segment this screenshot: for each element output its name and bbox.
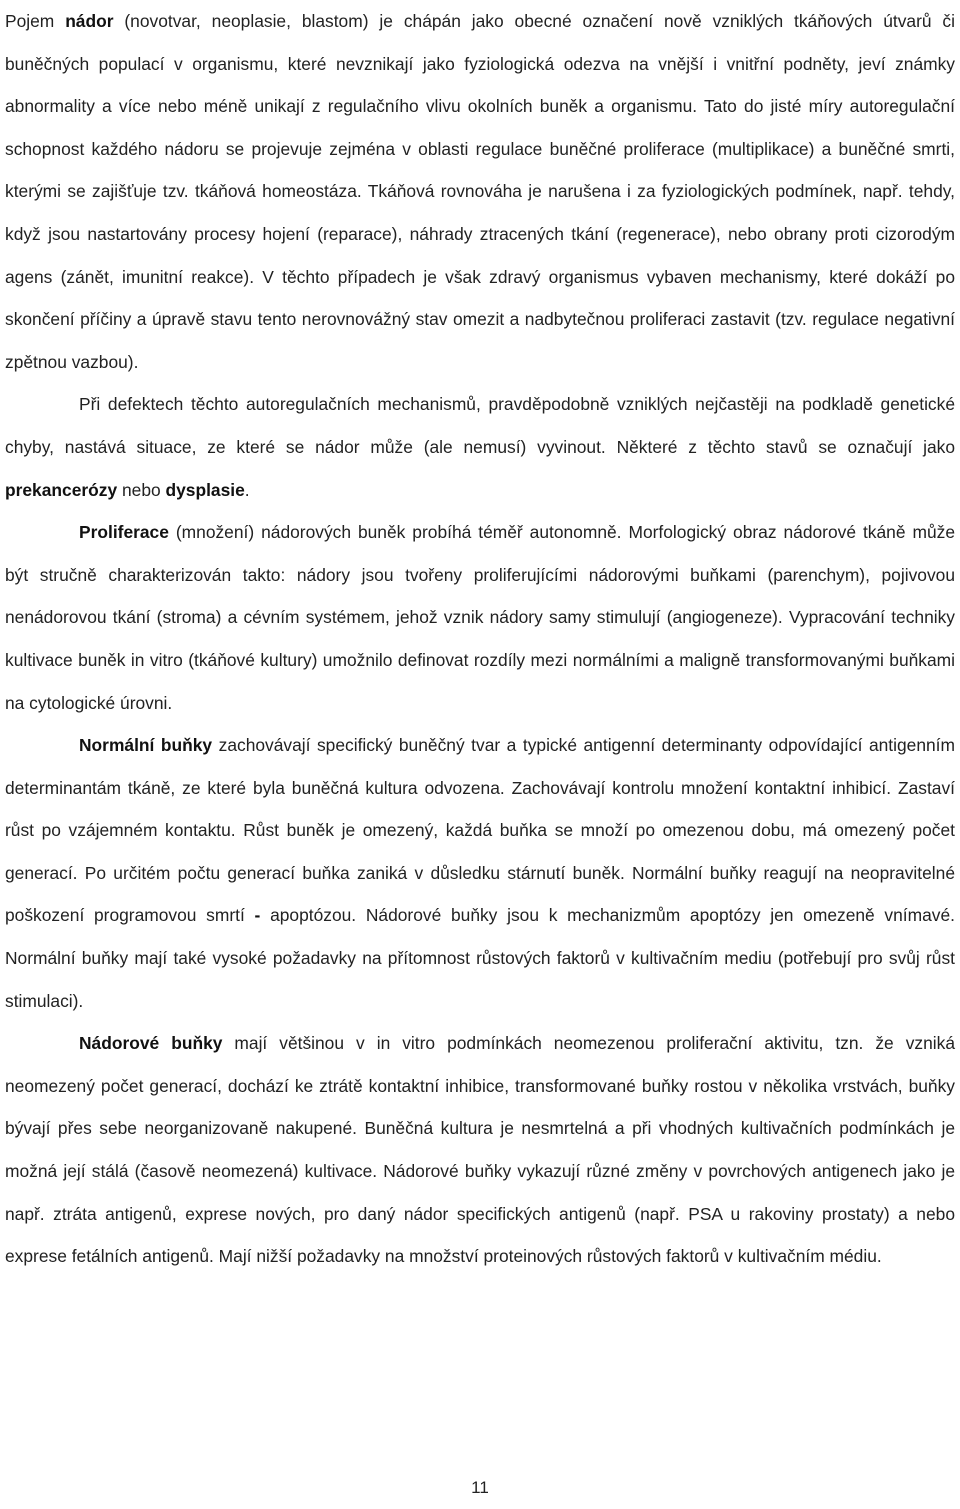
term-nador: nádor xyxy=(65,11,114,31)
text-segment: . xyxy=(244,479,250,500)
text-segment: apoptózou. Nádorové buňky jsou k mechanizmům apoptózy jen omezeně vnímavé. Normální buňky mají také vysoké požadavky na přítomnost růstových faktorů v kultivačním mediu (potřebují pro svůj růst stimulaci). xyxy=(5,905,955,1011)
paragraph-autoregulation-defects xyxy=(5,383,955,511)
paragraph-proliferation xyxy=(5,511,955,724)
term-nadorove-bunky: Nádorové buňky xyxy=(79,1033,223,1054)
text-segment: Pojem xyxy=(5,11,66,31)
text-segment: (novotvar, neoplasie, blastom) je chápán jako obecné označení nově vzniklých tkáňových útvarů či buněčných populací v organismu, které nevznikají jako fyziologická odezva na vnější i vnitřní podněty, jeví známky abnormality a více nebo méně unikají z regulačního vlivu okolních buněk a organismu. Tato do jisté míry autoregulační schopnost každého nádoru se projevuje zejména v oblasti regulace buněčné proliferace (multiplikace) a buněčné smrti, kterými se zajišťuje tzv. tkáňová homeostáza. Tkáňová rovnováha je narušena i za fyziologických podmínek, např. tehdy, když jsou nastartovány procesy hojení (reparace), náhrady ztracených tkání (regenerace), nebo obrany proti cizorodým agens (zánět, imunitní reakce). V těchto případech je však zdravý organismus vybaven mechanismy, které dokáží po skončení příčiny a úpravě stavu tento nerovnovážný stav omezit a nadbytečnou proliferaci zastavit (tzv. regulace negativní zpětnou vazbou). xyxy=(5,11,955,372)
term-proliferace: Proliferace xyxy=(79,522,169,543)
paragraph-normal-cells xyxy=(5,724,955,1022)
text-segment: nebo xyxy=(117,479,166,500)
text-segment: Při defektech těchto autoregulačních mechanismů, pravděpodobně vzniklých nejčastěji na podkladě genetické chyby, nastává situace, ze které se nádor může (ale nemusí) vyvinout. Některé z těchto stavů se označují jako xyxy=(5,394,955,457)
text-segment: (množení) nádorových buněk probíhá téměř autonomně. Morfologický obraz nádorové tkáně může být stručně charakterizován takto: nádory jsou tvořeny proliferujícími nádorovými buňkami (parenchym), pojivovou nenádorovou tkání (stroma) a cévním systémem, jehož vznik nádory samy stimulují (angiogeneze). Vypracování techniky kultivace buněk in vitro (tkáňové kultury) umožnilo definovat rozdíly mezi normálními a maligně transformovanými buňkami na cytologické úrovni. xyxy=(5,522,955,713)
page-number: 11 xyxy=(471,1478,489,1497)
term-normalni-bunky: Normální buňky xyxy=(79,735,213,756)
text-segment: zachovávají specifický buněčný tvar a typické antigenní determinanty odpovídající antigenním determinantám tkáně, ze které byla buněčná kultura odvozena. Zachovávají kontrolu množení kontaktní inhibicí. Zastaví růst po vzájemném kontaktu. Růst buněk je omezený, každá buňka se množí po omezenou dobu, má omezený počet generací. Po určitém počtu generací buňka zaniká v důsledku stárnutí buněk. Normální buňky reagují na neopravitelné poškození programovou smrtí xyxy=(5,735,955,926)
paragraph-tumor-cells xyxy=(5,1022,955,1278)
paragraph-tumor-definition xyxy=(5,0,955,383)
text-segment: mají většinou v in vitro podmínkách neomezenou proliferační aktivitu, tzn. že vzniká neomezený počet generací, dochází ke ztrátě kontaktní inhibice, transformované buňky rostou v několika vrstvách, buňky bývají přes sebe neorganizovaně nakupené. Buněčná kultura je nesmrtelná a při vhodných kultivačních podmínkách je možná její stálá (časově neomezená) kultivace. Nádorové buňky vykazují různé změny v povrchových antigenech jako je např. ztráta antigenů, exprese nových, pro daný nádor specifických antigenů (např. PSA u rakoviny prostaty) a nebo exprese fetálních antigenů. Mají nižší požadavky na množství proteinových růstových faktorů v kultivačním médiu. xyxy=(5,1033,955,1267)
document-body xyxy=(5,0,955,1278)
term-prekancerozy: prekancerózy xyxy=(5,479,118,500)
text-dash: - xyxy=(254,905,261,926)
term-dysplasie: dysplasie xyxy=(165,479,245,500)
